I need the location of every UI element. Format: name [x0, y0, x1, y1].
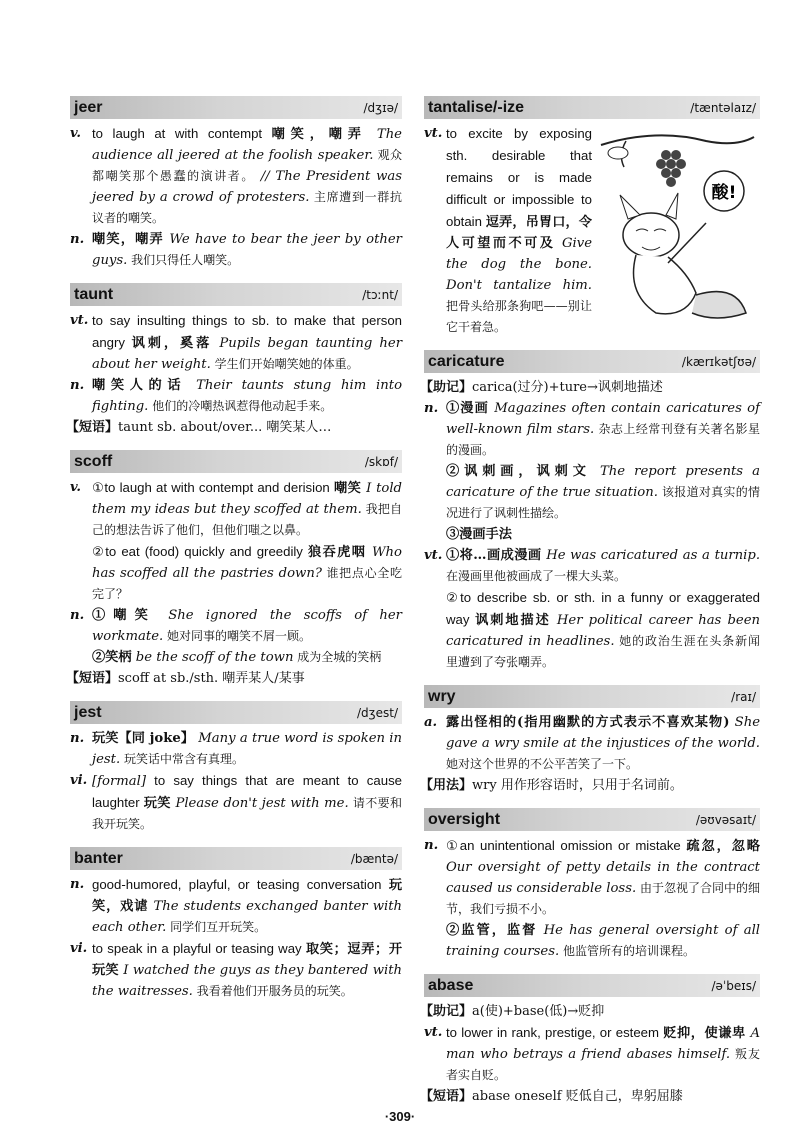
example-translation: 他们的冷嘲热讽惹得他动起手来。: [148, 399, 333, 413]
sense: [70, 477, 402, 541]
note-label: 【短语】: [420, 1089, 473, 1104]
part-of-speech: n.: [424, 838, 439, 853]
fox-grapes-illustration: [596, 123, 760, 338]
example-translation: 同学们互开玩笑。: [166, 920, 267, 934]
note-text: abase oneself 贬低自己，卑躬屈膝: [472, 1089, 683, 1104]
note-label: 【用法】: [420, 778, 473, 793]
headword-bar: [424, 350, 760, 373]
pronunciation: /əˈbeɪs/: [711, 978, 756, 993]
headword: oversight: [428, 810, 501, 828]
entry-abase: [420, 974, 761, 1107]
example-translation: 她的政治生涯在头条新闻里遭到了夸张嘲弄。: [446, 634, 760, 669]
entry-taunt: [66, 283, 403, 438]
sense: [70, 770, 402, 835]
definition-zh: 狼吞虎咽: [307, 545, 367, 560]
entry-tantalise: [424, 96, 760, 338]
sense: [424, 712, 760, 775]
definition-zh: 取笑；逗弄；开玩笑: [92, 942, 403, 978]
phrase-note: [66, 668, 402, 689]
part-of-speech: vt.: [424, 1025, 443, 1040]
note-text: a(使)+base(低)→贬抑: [472, 1004, 605, 1019]
headword-bar: [70, 283, 402, 306]
headword-bar: [70, 847, 402, 870]
headword: abase: [428, 976, 474, 994]
headword: tantalise/-ize: [428, 98, 525, 116]
definition-en: good-humored, playful, or teasing conversation: [92, 877, 389, 892]
example: The students exchanged banter with each other.: [92, 899, 402, 935]
definition-zh: 嘲笑，嘲弄: [271, 127, 367, 142]
example-translation: 杂志上经常刊登有关著名影星的漫画。: [446, 422, 760, 457]
part-of-speech: v.: [70, 126, 81, 141]
example: She gave a wry smile at the injustices of the world.: [446, 715, 760, 751]
headword-bar: [424, 974, 760, 997]
example-translation: 她对这个世界的不公平苦笑了一下。: [446, 757, 639, 771]
note-label: 【助记】: [420, 380, 473, 395]
part-of-speech: n.: [70, 378, 85, 393]
example-translation: 他监管所有的培训课程。: [559, 944, 696, 958]
example: He was caricatured as a turnip.: [541, 548, 761, 563]
sense: [70, 938, 402, 1002]
definition-en: to speak in a playful or teasing way: [92, 941, 306, 956]
sub-sense: [92, 647, 402, 668]
definition-zh: 讽刺地描述: [475, 613, 551, 628]
example: The President was jeered by a crowd of protesters.: [92, 169, 402, 205]
example-translation: 我看着他们开服务员的玩笑。: [192, 984, 353, 998]
definition-en: to laugh at with contempt: [92, 126, 272, 141]
entry-wry: [420, 685, 760, 796]
usage-note: [420, 775, 760, 796]
definition-zh: 玩笑，戏谑: [92, 878, 402, 914]
headword-bar: [70, 96, 402, 119]
example-translation: 由于忽视了合同中的细节，我们亏损不小。: [446, 881, 760, 916]
example: I told them my ideas but they scoffed at them.: [92, 481, 402, 517]
example: Pupils began taunting her about her weight.: [92, 336, 402, 372]
definition-zh: 玩笑【同 joke】: [92, 731, 195, 746]
separator: //: [254, 169, 276, 184]
definition-zh: 疏忽，忽略: [686, 839, 760, 854]
headword: taunt: [74, 285, 114, 303]
right-column: [420, 96, 761, 1119]
pronunciation: /kærɪkətʃʊə/: [681, 354, 756, 369]
mnemonic-note: [420, 377, 760, 398]
note-label: 【短语】: [66, 671, 119, 686]
headword-bar: [424, 96, 760, 119]
example-translation: 该报道对真实的情况进行了讽刺性描绘。: [446, 485, 760, 520]
example: A man who betrays a friend abases himself.: [446, 1026, 761, 1062]
mnemonic-note: [420, 1001, 760, 1022]
entry-scoff: [66, 450, 402, 689]
example-translation: 叛友者实自贬。: [446, 1047, 760, 1082]
example: Their taunts stung him into fighting.: [92, 378, 403, 414]
example: She ignored the scoffs of her workmate.: [92, 608, 402, 644]
example-translation: 请不要和我开玩笑。: [92, 796, 403, 831]
note-label: 【助记】: [420, 1004, 473, 1019]
example: I watched the guys as they bantered with the waitresses.: [92, 963, 403, 999]
sense: [70, 375, 402, 417]
entry-banter: [70, 847, 402, 1002]
example: He has general oversight of all training courses.: [446, 923, 760, 959]
part-of-speech: v.: [70, 480, 81, 495]
sense: [70, 123, 402, 229]
pronunciation: /bæntə/: [350, 851, 398, 866]
sense: [70, 310, 402, 375]
pronunciation: /dʒɪə/: [363, 100, 398, 115]
example: Our oversight of petty details in the contract caused us considerable loss.: [446, 860, 760, 896]
headword: scoff: [74, 452, 113, 470]
sense: [70, 728, 402, 770]
example: Who has scoffed all the pastries down?: [92, 545, 402, 581]
phrase-note: [66, 417, 402, 438]
definition-zh: ①漫画: [446, 401, 489, 416]
entry-oversight: [424, 808, 760, 962]
part-of-speech: vt.: [424, 126, 443, 141]
part-of-speech: n.: [70, 877, 85, 892]
definition-zh: ②讽刺画，讽刺文: [446, 464, 591, 479]
part-of-speech: vt.: [70, 313, 89, 328]
pronunciation: /tɔːnt/: [362, 287, 398, 302]
definition-en: to say things that are meant to cause laughter: [92, 773, 402, 810]
example: The audience all jeered at the foolish speaker.: [92, 127, 402, 163]
sense: [70, 605, 402, 647]
part-of-speech: n.: [424, 401, 439, 416]
headword: caricature: [428, 352, 505, 370]
register-tag: [formal]: [92, 774, 146, 789]
definition-en: to excite by exposing sth. desirable that remains or is made difficult or impossible to obtain: [446, 126, 592, 229]
example-translation: 把骨头给那条狗吧——别让它干着急。: [446, 299, 592, 334]
example-translation: 玩笑话中常含有真理。: [120, 752, 244, 766]
example: Give the dog the bone. Don't tantalize him.: [446, 236, 593, 293]
example-translation: 观众都嘲笑那个愚蠢的演讲者。: [92, 148, 402, 183]
pronunciation: /əʊvəsaɪt/: [695, 812, 756, 827]
sub-sense: [92, 541, 402, 605]
sense: [70, 874, 402, 938]
example: Magazines often contain caricatures of well-known film stars.: [446, 401, 760, 437]
sense: [424, 1022, 760, 1086]
note-text: carica(过分)+ture→讽刺地描述: [472, 380, 663, 395]
page-number: ·309·: [384, 1109, 416, 1124]
sense: [424, 398, 760, 461]
headword-bar: [424, 808, 760, 831]
definition-en: ①to laugh at with contempt and derision: [92, 480, 334, 495]
definition-en: ②to eat (food) quickly and greedily: [92, 544, 308, 559]
sense: [424, 123, 592, 338]
example-translation: 她对同事的嘲笑不屑一顾。: [163, 629, 312, 643]
example-translation: 我们只得任人嘲笑。: [127, 253, 240, 267]
part-of-speech: n.: [70, 232, 85, 247]
definition-zh: ①将…画成漫画: [446, 548, 542, 563]
example-translation: 谁把点心全吃完了？: [92, 566, 402, 601]
note-text: taunt sb. about/over... 嘲笑某人…: [118, 420, 332, 435]
headword-bar: [70, 701, 402, 724]
example-translation: 我把自己的想法告诉了他们，但他们嗤之以鼻。: [92, 502, 402, 537]
part-of-speech: n.: [70, 608, 85, 623]
example: Many a true word is spoken in jest.: [92, 731, 402, 767]
example: The report presents a caricature of the true situation.: [446, 464, 761, 500]
headword-bar: [424, 685, 760, 708]
example-translation: 学生们开始嘲笑她的体重。: [210, 357, 359, 371]
example-translation: 在漫画里他被画成了一棵大头菜。: [446, 569, 627, 583]
pronunciation: /tæntəlaɪz/: [690, 100, 756, 115]
speech-bubble-text: 酸!: [711, 183, 737, 203]
definition-zh: 逗弄，吊胃口，令人可望而不可及: [446, 215, 592, 251]
part-of-speech: n.: [70, 731, 85, 746]
sub-sense: [446, 920, 760, 962]
note-text: scoff at sb./sth. 嘲弄某人/某事: [118, 671, 305, 686]
headword-bar: [70, 450, 402, 473]
part-of-speech: vi.: [70, 773, 88, 788]
headword: jeer: [74, 98, 103, 116]
entry-jeer: [70, 96, 402, 271]
pronunciation: /raɪ/: [731, 689, 756, 704]
sub-sense: [446, 461, 760, 524]
definition-zh: 讽刺，奚落: [131, 336, 213, 351]
definition-zh: 玩笑: [143, 796, 171, 811]
phrase-note: [420, 1086, 760, 1107]
sense: [424, 835, 760, 920]
pronunciation: /skɒf/: [364, 454, 398, 469]
definition-en: ②to describe sb. or sth. in a funny or exaggerated way: [446, 590, 760, 627]
definition-zh: 嘲笑: [333, 481, 362, 496]
definition-en: ①an unintentional omission or mistake: [446, 838, 687, 853]
example-translation: 成为全城的笑柄: [293, 650, 382, 664]
pronunciation: /dʒest/: [357, 705, 398, 720]
entry-caricature: [420, 350, 761, 673]
sense: [424, 545, 760, 587]
definition-zh: ③漫画手法: [446, 527, 512, 542]
sense: [70, 229, 402, 271]
headword: banter: [74, 849, 123, 867]
example: We have to bear the jeer by other guys.: [92, 232, 402, 268]
example: be the scoff of the town: [131, 650, 294, 665]
headword: wry: [428, 687, 456, 705]
definition-zh: 露出怪相的(指用幽默的方式表示不喜欢某物): [446, 715, 730, 730]
example: Her political career has been caricatured in headlines.: [446, 613, 761, 649]
definition-en: to say insulting things to sb. to make that person angry: [92, 313, 402, 350]
part-of-speech: a.: [424, 715, 438, 730]
definition-zh: 贬抑，使谦卑: [663, 1026, 746, 1041]
definition-zh: ②笑柄: [92, 650, 132, 665]
example-translation: 主席遭到一群抗议者的嘲笑。: [92, 190, 402, 225]
definition-zh: ②监管，监督: [446, 923, 538, 938]
definition-zh: 嘲笑，嘲弄: [92, 232, 164, 247]
part-of-speech: vt.: [424, 548, 443, 563]
note-label: 【短语】: [66, 420, 119, 435]
definition-zh: 嘲笑人的话: [92, 378, 187, 393]
note-text: wry 用作形容语时，只用于名词前。: [472, 778, 683, 793]
left-column: [66, 96, 403, 1014]
definition-zh: ①嘲笑: [92, 608, 156, 623]
definition-en: to lower in rank, prestige, or esteem: [446, 1025, 664, 1040]
entry-jest: [70, 701, 402, 835]
sub-sense: [446, 587, 760, 673]
sub-sense: [446, 524, 760, 545]
example: Please don't jest with me.: [170, 796, 349, 811]
headword: jest: [74, 703, 102, 721]
part-of-speech: vi.: [70, 941, 88, 956]
